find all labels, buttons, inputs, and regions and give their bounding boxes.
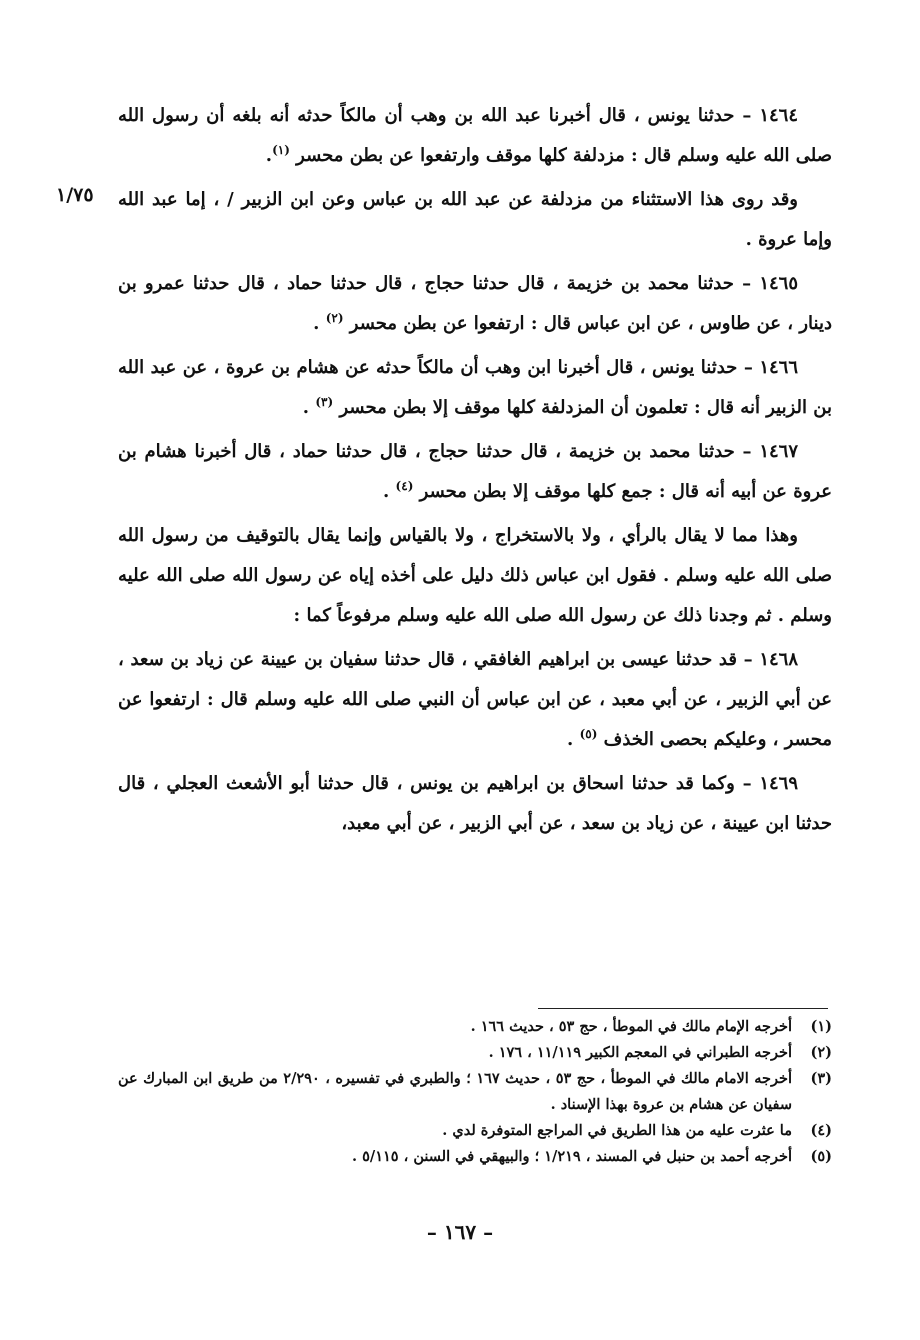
hadith-number: ١٤٦٤ – — [742, 105, 798, 126]
page-number: – ١٦٧ – — [426, 1220, 494, 1244]
paragraph-tail: . — [302, 397, 310, 418]
footnote-ref: (٢) — [325, 311, 344, 325]
footnote-text: أخرجه الإمام مالك في الموطأ ، حج ٥٣ ، حديث ١٦٦ . — [470, 1018, 792, 1035]
hadith-paragraph — [118, 264, 832, 344]
commentary-paragraph — [118, 180, 832, 260]
hadith-number: ١٤٦٥ – — [742, 273, 798, 294]
paragraph-tail: . — [567, 729, 574, 750]
hadith-paragraph — [118, 348, 832, 428]
footnote-ref: (٤) — [395, 479, 414, 493]
footnote-divider — [538, 1008, 828, 1009]
hadith-number: ١٤٦٦ – — [743, 357, 798, 378]
footnote-item — [118, 1144, 832, 1170]
footnote-item — [118, 1014, 832, 1040]
footnote-number: (٥) — [810, 1148, 832, 1165]
footnote-text: أخرجه الامام مالك في الموطأ ، حج ٥٣ ، حديث ١٦٧ ؛ والطبري في تفسيره ، ٢/٢٩٠ من طريق ابن المبارك عن سفيان عن هشام بن عروة بهذا الإسناد . — [118, 1070, 792, 1113]
footnote-text: ما عثرت عليه من هذا الطريق في المراجع المتوفرة لدي . — [442, 1122, 792, 1139]
paragraph-text: وقد روى هذا الاستثناء من مزدلفة عن عبد الله بن عباس وعن ابن الزبير / ، إما عبد الله وإما عروة . — [118, 189, 832, 250]
footnote-number: (١) — [810, 1018, 832, 1035]
paragraph-tail: . — [313, 313, 320, 334]
paragraph-text: حدثنا يونس ، قال أخبرنا عبد الله بن وهب أن مالكاً حدثه أنه بلغه أن رسول الله صلى الله عليه وسلم قال : مزدلفة كلها موقف وارتفعوا عن بطن محسر — [118, 105, 832, 166]
footnote-text: أخرجه أحمد بن حنبل في المسند ، ١/٢١٩ ؛ والبيهقي في السنن ، ٥/١١٥ . — [352, 1148, 792, 1165]
hadith-paragraph — [118, 432, 832, 512]
footnote-item — [118, 1040, 832, 1066]
paragraph-text: وهذا مما لا يقال بالرأي ، ولا بالاستخراج ، ولا بالقياس وإنما يقال بالتوقيف من رسول الله صلى الله عليه وسلم . فقول ابن عباس ذلك دليل على أخذه إياه عن رسول الله صلى الله عليه وسلم . ثم وجدنا ذلك عن رسول الله صلى الله عليه وسلم مرفوعاً كما : — [118, 525, 832, 626]
footnote-ref: (٥) — [579, 727, 598, 741]
paragraph-text: وكما قد حدثنا اسحاق بن ابراهيم بن يونس ، قال حدثنا أبو الأشعث العجلي ، قال حدثنا ابن عيينة ، عن زياد بن سعد ، عن أبي الزبير ، عن أبي معبد، — [118, 773, 832, 834]
hadith-paragraph — [118, 764, 832, 844]
footnote-item — [118, 1118, 832, 1144]
main-text — [118, 96, 832, 848]
footnote-item — [118, 1066, 832, 1118]
paragraph-text: قد حدثنا عيسى بن ابراهيم الغافقي ، قال حدثنا سفيان بن عيينة عن زياد بن سعد ، عن أبي الزبير ، عن أبي معبد ، عن ابن عباس أن النبي صلى الله عليه وسلم قال : ارتفعوا عن محسر ، وعليكم بحصى الخذف — [118, 649, 832, 750]
commentary-paragraph — [118, 516, 832, 636]
paragraph-tail: . — [265, 145, 273, 166]
paragraph-text: حدثنا محمد بن خزيمة ، قال حدثنا حجاج ، قال حدثنا حماد ، قال حدثنا عمرو بن دينار ، عن طاوس ، عن ابن عباس قال : ارتفعوا عن بطن محسر — [118, 273, 832, 334]
paragraph-text: حدثنا محمد بن خزيمة ، قال حدثنا حجاج ، قال حدثنا حماد ، قال أخبرنا هشام بن عروة عن أبيه أنه قال : جمع كلها موقف إلا بطن محسر — [118, 441, 832, 502]
footnote-number: (٢) — [810, 1044, 832, 1061]
footnotes-section — [118, 1014, 832, 1170]
paragraph-tail: . — [382, 481, 390, 502]
margin-folio-note: ١/٧٥ — [56, 184, 94, 206]
footnote-ref: (١) — [272, 143, 290, 157]
hadith-number: ١٤٦٨ – — [743, 649, 798, 670]
footnote-ref: (٣) — [315, 395, 334, 409]
hadith-paragraph — [118, 96, 832, 176]
hadith-paragraph — [118, 640, 832, 760]
footnote-text: أخرجه الطبراني في المعجم الكبير ١١/١١٩ ، ١٧٦ . — [488, 1044, 792, 1061]
hadith-number: ١٤٦٩ – — [742, 773, 798, 794]
paragraph-text: حدثنا يونس ، قال أخبرنا ابن وهب أن مالكاً حدثه عن هشام بن عروة ، عن عبد الله بن الزبير أنه قال : تعلمون أن المزدلفة كلها موقف إلا بطن محسر — [118, 357, 832, 418]
footnote-number: (٤) — [810, 1122, 832, 1139]
footnote-number: (٣) — [810, 1070, 832, 1087]
hadith-number: ١٤٦٧ – — [742, 441, 798, 462]
